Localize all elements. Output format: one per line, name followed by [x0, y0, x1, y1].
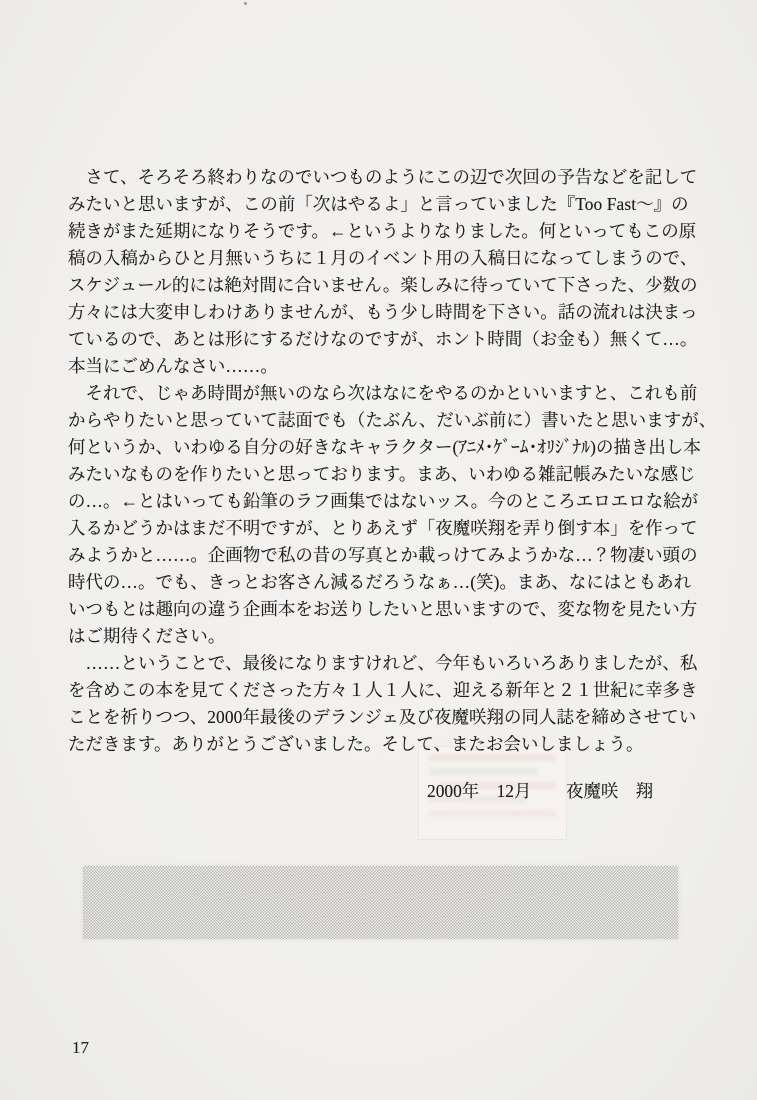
text-line: からやりたいと思っていて誌面でも（たぶん、だいぶ前に）書いたと思いますが、 [68, 410, 717, 430]
afterword-paragraph-2 [68, 380, 717, 650]
text-line: みたいなものを作りたいと思っております。まあ、いわゆる雑記帳みたいな感じ [68, 464, 696, 484]
afterword-text-block [68, 164, 717, 758]
signature-line: 2000年 12月 夜魔咲 翔 [427, 781, 654, 801]
text-line: ただきます。ありがとうございました。そして、またお会いしましょう。 [68, 734, 644, 754]
scan-speck [244, 2, 247, 5]
text-line: 時代の…。でも、きっとお客さん減るだろうなぁ…(笑)。まあ、なにはともあれ [68, 572, 692, 592]
text-line: 入るかどうかはまだ不明ですが、とりあえず「夜魔咲翔を弄り倒す本」を作って [68, 518, 698, 538]
text-line: みたいと思いますが、この前「次はやるよ」と言っていました『Too Fast〜』の [68, 194, 689, 214]
text-line: みようかと……。企画物で私の昔の写真とか載っけてみようかな…？物凄い頭の [68, 545, 698, 565]
text-line: の…。←とはいっても鉛筆のラフ画集ではないッス。今のところエロエロな絵が [68, 491, 699, 511]
text-line: スケジュール的には絶対間に合いません。楽しみに待っていて下さった、少数の [68, 275, 698, 295]
afterword-paragraph-1 [68, 164, 700, 380]
ghost-text-line [429, 810, 556, 817]
ghost-text-line [429, 768, 538, 775]
text-line: それで、じゃあ時間が無いのなら次はなにをやるのかといいますと、これも前 [68, 383, 698, 403]
text-line: 続きがまた延期になりそうです。←というよりなりました。何といってもこの原 [68, 221, 697, 241]
page-number: 17 [72, 1038, 89, 1057]
text-line: 稿の入稿からひと月無いうちに１月のイベント用の入稿日になってしまうので、 [68, 248, 698, 268]
text-line: 方々には大変申しわけありませんが、もう少し時間を下さい。話の流れは決まっ [68, 302, 698, 322]
text-line: さて、そろそろ終わりなのでいつものようにこの辺で次回の予告などを記して [68, 167, 698, 187]
text-line: を含めこの本を見てくださった方々１人１人に、迎える新年と２１世紀に幸多き [68, 680, 698, 700]
screentone-box [83, 866, 678, 939]
afterword-paragraph-3 [68, 650, 700, 758]
text-line: 本当にごめんなさい……。 [68, 356, 278, 376]
text-line: ……ということで、最後になりますけれど、今年もいろいろありましたが、私 [68, 653, 698, 673]
text-line: はご期待ください。 [68, 626, 226, 646]
text-line: ているので、あとは形にするだけなのですが、ホント時間（お金も）無くて…。 [68, 329, 698, 349]
text-line: 何というか、いわゆる自分の好きなキャラクター(ｱﾆﾒ･ｹﾞｰﾑ･ｵﾘｼﾞﾅﾙ)の描き出し本 [68, 437, 701, 457]
text-line: いつもとは趣向の違う企画本をお送りしたいと思いますので、変な物を見たい方 [68, 599, 698, 619]
text-line: ことを祈りつつ、2000年最後のデランジェ及び夜魔咲翔の同人誌を締めさせてい [68, 707, 697, 727]
